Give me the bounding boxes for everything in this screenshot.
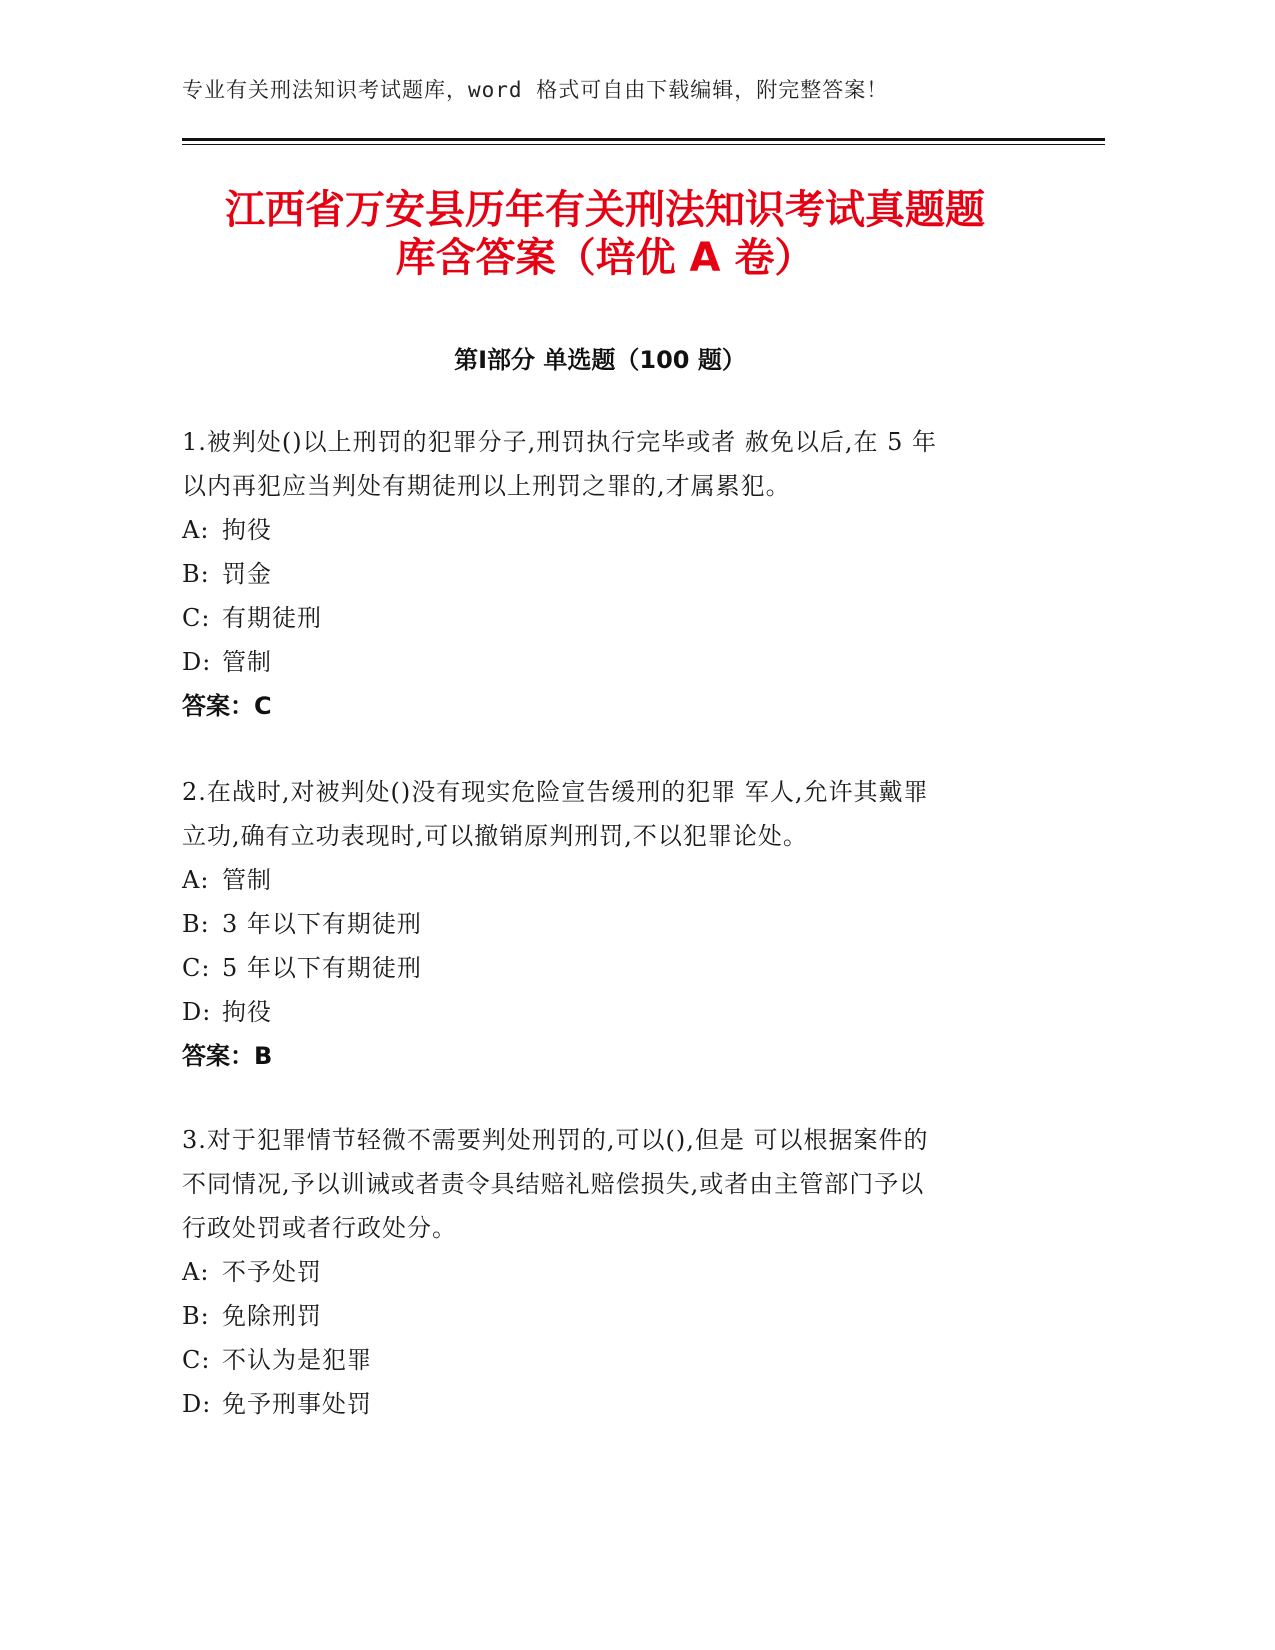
- option-b: [182, 1294, 1042, 1338]
- option-a: [182, 1250, 1042, 1294]
- option-key: C:: [182, 954, 211, 982]
- question-stem-line: 2.在战时,对被判处()没有现实危险宣告缓刑的犯罪 军人,允许其戴罪: [182, 778, 929, 806]
- question-stem-line: 1.被判处()以上刑罚的犯罪分子,刑罚执行完毕或者 赦免以后,在 5 年: [182, 428, 938, 456]
- option-key: A:: [182, 516, 210, 544]
- option-text: 有期徒刑: [222, 604, 322, 632]
- document-title-line-1: 江西省万安县历年有关刑法知识考试真题题: [225, 187, 985, 233]
- document-title-line-2: 库含答案（培优 A 卷）: [395, 235, 815, 281]
- option-b: [182, 552, 1042, 596]
- option-text: 不予处罚: [222, 1258, 322, 1286]
- option-text: 罚金: [222, 560, 272, 588]
- option-text: 管制: [222, 648, 272, 676]
- option-c: [182, 946, 1042, 990]
- option-key: A:: [182, 866, 210, 894]
- option-key: C:: [182, 604, 211, 632]
- option-key: B:: [182, 1302, 210, 1330]
- option-text: 免除刑罚: [222, 1302, 322, 1330]
- option-key: A:: [182, 1258, 210, 1286]
- option-d: [182, 640, 1042, 684]
- question-2: [182, 770, 1042, 1078]
- header-divider-thin: [182, 144, 1105, 145]
- question-1: [182, 420, 1042, 728]
- option-key: D:: [182, 1390, 212, 1418]
- option-c: [182, 596, 1042, 640]
- option-a: [182, 508, 1042, 552]
- option-key: B:: [182, 910, 210, 938]
- option-text: 免予刑事处罚: [222, 1390, 372, 1418]
- section-heading: 第Ⅰ部分 单选题（100 题）: [454, 346, 746, 374]
- option-text: 5 年以下有期徒刑: [222, 954, 422, 982]
- option-c: [182, 1338, 1042, 1382]
- option-key: D:: [182, 648, 212, 676]
- option-key: B:: [182, 560, 210, 588]
- option-text: 不认为是犯罪: [222, 1346, 372, 1374]
- option-d: [182, 990, 1042, 1034]
- option-text: 管制: [222, 866, 272, 894]
- question-stem: [182, 420, 1042, 508]
- question-stem-line: 不同情况,予以训诫或者责令具结赔礼赔偿损失,或者由主管部门予以: [182, 1170, 925, 1198]
- question-3: [182, 1118, 1042, 1426]
- question-stem-line: 行政处罚或者行政处分。: [182, 1214, 457, 1242]
- document-title: [160, 186, 1050, 282]
- question-stem: [182, 770, 1042, 858]
- header-divider-thick: [182, 138, 1105, 141]
- header-note: 专业有关刑法知识考试题库，word 格式可自由下载编辑，附完整答案！: [182, 78, 889, 102]
- option-text: 拘役: [222, 516, 272, 544]
- answer: 答案：B: [182, 1042, 273, 1070]
- question-stem-line: 3.对于犯罪情节轻微不需要判处刑罚的,可以(),但是 可以根据案件的: [182, 1126, 929, 1154]
- option-a: [182, 858, 1042, 902]
- question-stem-line: 立功,确有立功表现时,可以撤销原判刑罚,不以犯罪论处。: [182, 822, 808, 850]
- question-stem: [182, 1118, 1042, 1250]
- option-key: D:: [182, 998, 212, 1026]
- question-stem-line: 以内再犯应当判处有期徒刑以上刑罚之罪的,才属累犯。: [182, 472, 791, 500]
- option-text: 拘役: [222, 998, 272, 1026]
- option-d: [182, 1382, 1042, 1426]
- option-b: [182, 902, 1042, 946]
- option-key: C:: [182, 1346, 211, 1374]
- answer: 答案：C: [182, 692, 272, 720]
- option-text: 3 年以下有期徒刑: [222, 910, 422, 938]
